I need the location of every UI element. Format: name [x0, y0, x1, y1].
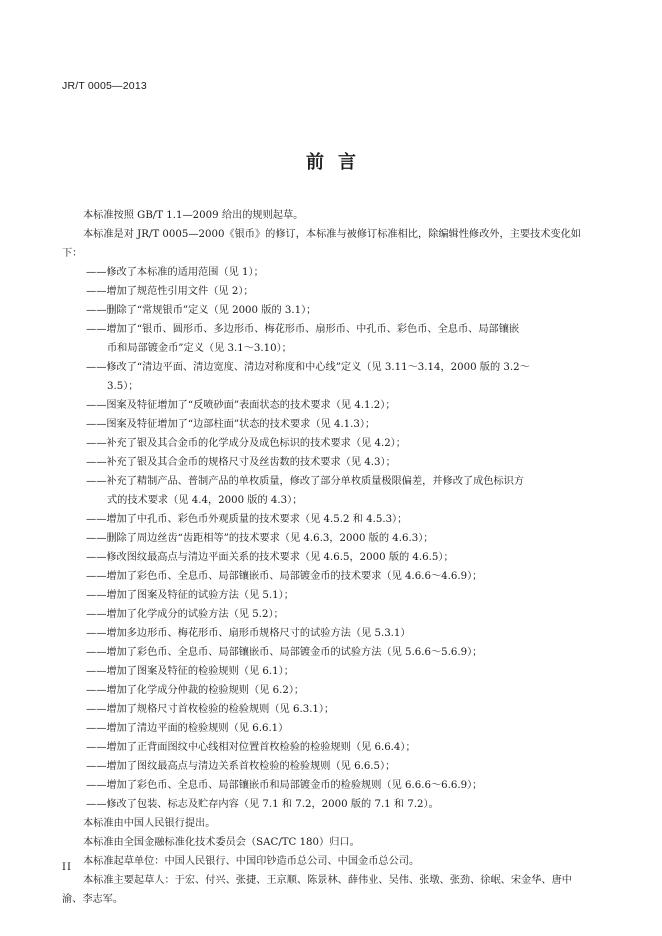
- change-item-text: ——修改了本标准的适用范围（见 1）；: [86, 267, 264, 278]
- change-item: [62, 738, 590, 757]
- standard-code: JR/T 0005—2013: [62, 80, 147, 92]
- change-item-text: ——修改图纹最高点与清边平面关系的技术要求（见 4.6.5，2000 版的 4.6.5）；: [86, 552, 454, 563]
- change-item-text: ——增加了“银币、圆形币、多边形币、梅花形币、扇形币、中孔币、彩色币、全息币、局部镶嵌: [86, 324, 520, 335]
- closing-paragraph: 本标准由全国金融标准化技术委员会（SAC/TC 180）归口。: [83, 837, 360, 848]
- change-item-text: ——删除了“常规银币”定义（见 2000 版的 3.1）；: [86, 305, 317, 316]
- change-item-text: ——图案及特征增加了“边部柱面”状态的技术要求（见 4.1.3）；: [86, 419, 376, 430]
- change-item: [62, 282, 590, 301]
- changes-list: [62, 263, 590, 814]
- page-number: II: [62, 862, 72, 873]
- change-item: [62, 548, 590, 567]
- change-item: [62, 605, 590, 624]
- change-item: [62, 567, 590, 586]
- document-body: [62, 206, 590, 909]
- change-item: [62, 396, 590, 415]
- change-item: [62, 510, 590, 529]
- change-item: [62, 263, 590, 282]
- change-item: [62, 624, 590, 643]
- change-item: [62, 358, 590, 396]
- change-item-text: ——增加了化学成分的试验方法（见 5.2）；: [86, 609, 284, 620]
- page-title: 前言: [306, 152, 370, 173]
- change-item-text: ——增加了彩色币、全息币、局部镶嵌币、局部镀金币的技术要求（见 4.6.6～4.6.9）；: [86, 571, 483, 582]
- change-item-text: ——增加了彩色币、全息币、局部镶嵌币和局部镀金币的检验规则（见 6.6.6～6.6.9）；: [86, 780, 483, 791]
- change-item-text: ——删除了周边丝齿“齿距相等”的技术要求（见 4.6.3，2000 版的 4.6.3）；: [86, 533, 434, 544]
- change-item: [62, 320, 590, 358]
- change-item-text: ——增加了中孔币、彩色币外观质量的技术要求（见 4.5.2 和 4.5.3）；: [86, 514, 408, 525]
- change-item-text: ——增加了清边平面的检验规则（见 6.6.1）: [86, 723, 289, 734]
- change-item-continuation: 币和局部镀金币”定义（见 3.1～3.10）；: [107, 343, 292, 354]
- closing-paragraph: 本标准主要起草人：于宏、付兴、张捷、王京顺、陈景林、薛伟业、吴伟、张墩、张劲、徐岷、宋金华、唐中渝、李志军。: [62, 875, 572, 905]
- change-item-continuation: 式的技术要求（见 4.4，2000 版的 4.3）；: [107, 495, 303, 506]
- change-item: [62, 795, 590, 814]
- change-item-text: ——图案及特征增加了“反喷砂面”表面状态的技术要求（见 4.1.2）；: [86, 400, 396, 411]
- change-item: [62, 681, 590, 700]
- closing-paragraph: 本标准由中国人民银行提出。: [83, 818, 216, 829]
- change-item: [62, 529, 590, 548]
- change-item-text: ——增加了图案及特征的试验方法（见 5.1）；: [86, 590, 294, 601]
- change-item-text: ——增加多边形币、梅花形币、扇形币规格尺寸的试验方法（见 5.3.1）: [86, 628, 411, 639]
- change-item-text: ——补充了银及其合金币的化学成分及成色标识的技术要求（见 4.2）；: [86, 438, 406, 449]
- intro-paragraph: 本标准是对 JR/T 0005—2000《银币》的修订，本标准与被修订标准相比，除编辑性修改外，主要技术变化如下：: [62, 229, 581, 259]
- change-item: [62, 301, 590, 320]
- change-item-text: ——修改了包装、标志及贮存内容（见 7.1 和 7.2，2000 版的 7.1 和 7.2）。: [86, 799, 439, 810]
- change-item: [62, 586, 590, 605]
- change-item-text: ——增加了图案及特征的检验规则（见 6.1）；: [86, 666, 294, 677]
- change-item: [62, 415, 590, 434]
- change-item-text: ——增加了彩色币、全息币、局部镶嵌币、局部镀金币的试验方法（见 5.6.6～5.6.9）；: [86, 647, 483, 658]
- change-item: [62, 700, 590, 719]
- closing-paragraph: 本标准起草单位：中国人民银行、中国印钞造币总公司、中国金币总公司。: [83, 856, 420, 867]
- change-item-text: ——增加了正背面图纹中心线相对位置首枚检验的检验规则（见 6.6.4）；: [86, 742, 416, 753]
- change-item-text: ——补充了银及其合金币的规格尺寸及丝齿数的技术要求（见 4.3）；: [86, 457, 396, 468]
- change-item-text: ——补充了精制产品、普制产品的单枚质量，修改了部分单枚质量极限偏差，并修改了成色标识方: [86, 476, 525, 487]
- change-item-text: ——增加了化学成分仲裁的检验规则（见 6.2）；: [86, 685, 305, 696]
- change-item-text: ——增加了规范性引用文件（见 2）；: [86, 286, 254, 297]
- change-item: [62, 472, 590, 510]
- change-item-continuation: 3.5）；: [107, 381, 139, 392]
- change-item: [62, 643, 590, 662]
- change-item-text: ——增加了规格尺寸首枚检验的检验规则（见 6.3.1）；: [86, 704, 335, 715]
- change-item: [62, 453, 590, 472]
- intro-paragraph: 本标准按照 GB/T 1.1—2009 给出的规则起草。: [83, 210, 304, 221]
- change-item-text: ——增加了图纹最高点与清边关系首枚检验的检验规则（见 6.6.5）；: [86, 761, 396, 772]
- change-item: [62, 776, 590, 795]
- change-item-text: ——修改了“清边平面、清边宽度、清边对称度和中心线”定义（见 3.11～3.14，2000 版的 3.2～: [86, 362, 530, 373]
- change-item: [62, 662, 590, 681]
- change-item: [62, 434, 590, 453]
- change-item: [62, 719, 590, 738]
- change-item: [62, 757, 590, 776]
